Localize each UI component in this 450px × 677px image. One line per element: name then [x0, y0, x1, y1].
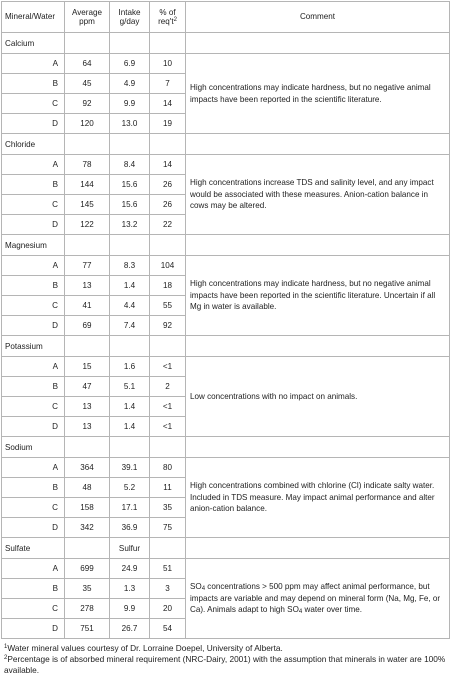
- sample-letter: D: [2, 417, 65, 437]
- group-filler-cell: [186, 538, 450, 559]
- ppm-value: 699: [65, 559, 110, 579]
- table-row: [2, 458, 450, 478]
- ppm-value: 47: [65, 377, 110, 397]
- group-filler-cell: [65, 33, 110, 54]
- intake-value: 1.3: [110, 579, 150, 599]
- requirement-percent: 80: [150, 458, 186, 478]
- group-filler-cell: [150, 134, 186, 155]
- sample-letter: D: [2, 619, 65, 639]
- requirement-percent: 20: [150, 599, 186, 619]
- group-name-calcium: Calcium: [2, 33, 65, 54]
- table-row: [2, 357, 450, 377]
- comment-potassium: Low concentrations with no impact on animals.: [186, 357, 450, 437]
- intake-value: 15.6: [110, 175, 150, 195]
- group-filler-cell: [150, 33, 186, 54]
- ppm-value: 364: [65, 458, 110, 478]
- group-filler-cell: [110, 134, 150, 155]
- intake-value: 9.9: [110, 599, 150, 619]
- sample-letter: D: [2, 518, 65, 538]
- group-row-sodium: [2, 437, 450, 458]
- sample-letter: A: [2, 155, 65, 175]
- intake-value: 13.2: [110, 215, 150, 235]
- intake-value: 1.4: [110, 417, 150, 437]
- sample-letter: D: [2, 215, 65, 235]
- group-filler-cell: [186, 33, 450, 54]
- requirement-percent: 14: [150, 155, 186, 175]
- comment-magnesium: High concentrations may indicate hardness, but no negative animal impacts have been reported in the scientific literature. Uncertain if all Mg in water is available.: [186, 256, 450, 336]
- group-filler-cell: [65, 134, 110, 155]
- footnotes: [1, 643, 449, 677]
- group-filler-cell: [186, 437, 450, 458]
- ppm-value: 69: [65, 316, 110, 336]
- ppm-value: 35: [65, 579, 110, 599]
- ppm-value: 145: [65, 195, 110, 215]
- group-name-sulfate: Sulfate: [2, 538, 65, 559]
- header-mineral: Mineral/Water: [2, 2, 65, 33]
- requirement-percent: 104: [150, 256, 186, 276]
- sample-letter: B: [2, 377, 65, 397]
- intake-value: 1.4: [110, 397, 150, 417]
- ppm-value: 13: [65, 397, 110, 417]
- group-row-magnesium: [2, 235, 450, 256]
- requirement-percent: <1: [150, 417, 186, 437]
- ppm-value: 342: [65, 518, 110, 538]
- group-filler-cell: [150, 235, 186, 256]
- sample-letter: D: [2, 316, 65, 336]
- intake-value: 7.4: [110, 316, 150, 336]
- group-name-chloride: Chloride: [2, 134, 65, 155]
- sample-letter: C: [2, 397, 65, 417]
- sample-letter: B: [2, 579, 65, 599]
- group-filler-cell: [65, 336, 110, 357]
- sample-letter: C: [2, 599, 65, 619]
- sample-letter: C: [2, 498, 65, 518]
- sample-letter: B: [2, 276, 65, 296]
- group-filler-cell: [110, 235, 150, 256]
- ppm-value: 144: [65, 175, 110, 195]
- footnote-1: $^1$Water mineral values courtesy of Dr. Lorraine Doepel, University of Alberta.: [4, 643, 283, 653]
- intake-value: 15.6: [110, 195, 150, 215]
- group-row-calcium: [2, 33, 450, 54]
- ppm-value: 41: [65, 296, 110, 316]
- subscript: 4: [298, 609, 303, 616]
- requirement-percent: 7: [150, 74, 186, 94]
- group-row-sulfate: [2, 538, 450, 559]
- group-row-potassium: [2, 336, 450, 357]
- requirement-percent: <1: [150, 397, 186, 417]
- intake-value: 5.2: [110, 478, 150, 498]
- group-filler-cell: [110, 336, 150, 357]
- intake-value: 6.9: [110, 54, 150, 74]
- group-filler-cell: [65, 235, 110, 256]
- comment-sodium: High concentrations combined with chlorine (Cl) indicate salty water. Included in TDS measure. May impact animal performance and alter anion-cation balance.: [186, 458, 450, 538]
- group-filler-cell: [186, 235, 450, 256]
- requirement-percent: 92: [150, 316, 186, 336]
- requirement-percent: 55: [150, 296, 186, 316]
- ppm-value: 64: [65, 54, 110, 74]
- group-filler-cell: [150, 437, 186, 458]
- group-filler-cell: [110, 437, 150, 458]
- group-row-chloride: [2, 134, 450, 155]
- intake-value: 26.7: [110, 619, 150, 639]
- footnote-2: $^2$Percentage is of absorbed mineral requirement (NRC-Dairy, 2001) with the assumption that minerals in water are 100% available.: [4, 654, 446, 676]
- comment-calcium: High concentrations may indicate hardness, but no negative animal impacts have been reported in the scientific literature.: [186, 54, 450, 134]
- comment-chloride: High concentrations increase TDS and salinity level, and any impact would be associated with these measures. Anion-cation balance in cows may be altered.: [186, 155, 450, 235]
- sample-letter: B: [2, 175, 65, 195]
- group-filler-cell: [150, 538, 186, 559]
- requirement-percent: 3: [150, 579, 186, 599]
- sample-letter: A: [2, 357, 65, 377]
- intake-value: 39.1: [110, 458, 150, 478]
- requirement-percent: 18: [150, 276, 186, 296]
- group-filler-cell: [65, 437, 110, 458]
- requirement-percent: 26: [150, 175, 186, 195]
- ppm-value: 48: [65, 478, 110, 498]
- group-filler-cell: [110, 33, 150, 54]
- comment-text: concentrations > 500 ppm may affect animal performance, but impacts are variable and may depend on mineral form (Na, Mg, Fe, or Ca). Animals adapt to high SO: [190, 581, 441, 615]
- group-name-potassium: Potassium: [2, 336, 65, 357]
- comment-sulfate: [186, 559, 450, 639]
- table-row: [2, 155, 450, 175]
- sample-letter: A: [2, 559, 65, 579]
- ppm-value: 13: [65, 276, 110, 296]
- ppm-value: 278: [65, 599, 110, 619]
- sample-letter: C: [2, 195, 65, 215]
- ppm-value: 78: [65, 155, 110, 175]
- ppm-value: 120: [65, 114, 110, 134]
- sample-letter: A: [2, 458, 65, 478]
- intake-value: 1.4: [110, 276, 150, 296]
- group-name-sodium: Sodium: [2, 437, 65, 458]
- comment-text: SO: [190, 581, 202, 591]
- ppm-value: 122: [65, 215, 110, 235]
- subscript: 4: [201, 585, 206, 592]
- header-comment: Comment: [186, 2, 450, 33]
- comment-text: water over time.: [302, 605, 363, 615]
- requirement-percent: 10: [150, 54, 186, 74]
- group-filler-cell: [150, 336, 186, 357]
- requirement-percent: 2: [150, 377, 186, 397]
- group-filler-cell: [186, 336, 450, 357]
- group-filler-cell: [186, 134, 450, 155]
- requirement-percent: 51: [150, 559, 186, 579]
- table-row: [2, 54, 450, 74]
- sample-letter: B: [2, 478, 65, 498]
- intake-value: 8.4: [110, 155, 150, 175]
- sample-letter: C: [2, 94, 65, 114]
- requirement-percent: 11: [150, 478, 186, 498]
- header-intake: Intake g/day: [110, 2, 150, 33]
- header-ppm: Average ppm: [65, 2, 110, 33]
- requirement-percent: 54: [150, 619, 186, 639]
- ppm-value: 92: [65, 94, 110, 114]
- intake-value: 24.9: [110, 559, 150, 579]
- requirement-percent: 14: [150, 94, 186, 114]
- requirement-percent: <1: [150, 357, 186, 377]
- sample-letter: A: [2, 54, 65, 74]
- header-row: [2, 2, 450, 33]
- requirement-percent: 19: [150, 114, 186, 134]
- ppm-value: 15: [65, 357, 110, 377]
- table-row: [2, 559, 450, 579]
- intake-value: 5.1: [110, 377, 150, 397]
- intake-value: 4.9: [110, 74, 150, 94]
- sample-letter: D: [2, 114, 65, 134]
- requirement-percent: 75: [150, 518, 186, 538]
- group-name-magnesium: Magnesium: [2, 235, 65, 256]
- intake-value: 9.9: [110, 94, 150, 114]
- intake-value: 17.1: [110, 498, 150, 518]
- ppm-value: 13: [65, 417, 110, 437]
- requirement-percent: 35: [150, 498, 186, 518]
- ppm-value: 158: [65, 498, 110, 518]
- header-requirement: % of $req't^2$: [150, 2, 186, 33]
- sample-letter: C: [2, 296, 65, 316]
- requirement-percent: 22: [150, 215, 186, 235]
- ppm-value: 751: [65, 619, 110, 639]
- group-filler-cell: [65, 538, 110, 559]
- ppm-value: 45: [65, 74, 110, 94]
- requirement-percent: 26: [150, 195, 186, 215]
- table-row: [2, 256, 450, 276]
- mineral-water-table: [1, 1, 450, 639]
- intake-value: 36.9: [110, 518, 150, 538]
- sample-letter: A: [2, 256, 65, 276]
- ppm-value: 77: [65, 256, 110, 276]
- document: [1, 1, 449, 677]
- intake-note: Sulfur: [110, 538, 150, 559]
- intake-value: 8.3: [110, 256, 150, 276]
- intake-value: 1.6: [110, 357, 150, 377]
- intake-value: 13.0: [110, 114, 150, 134]
- sample-letter: B: [2, 74, 65, 94]
- intake-value: 4.4: [110, 296, 150, 316]
